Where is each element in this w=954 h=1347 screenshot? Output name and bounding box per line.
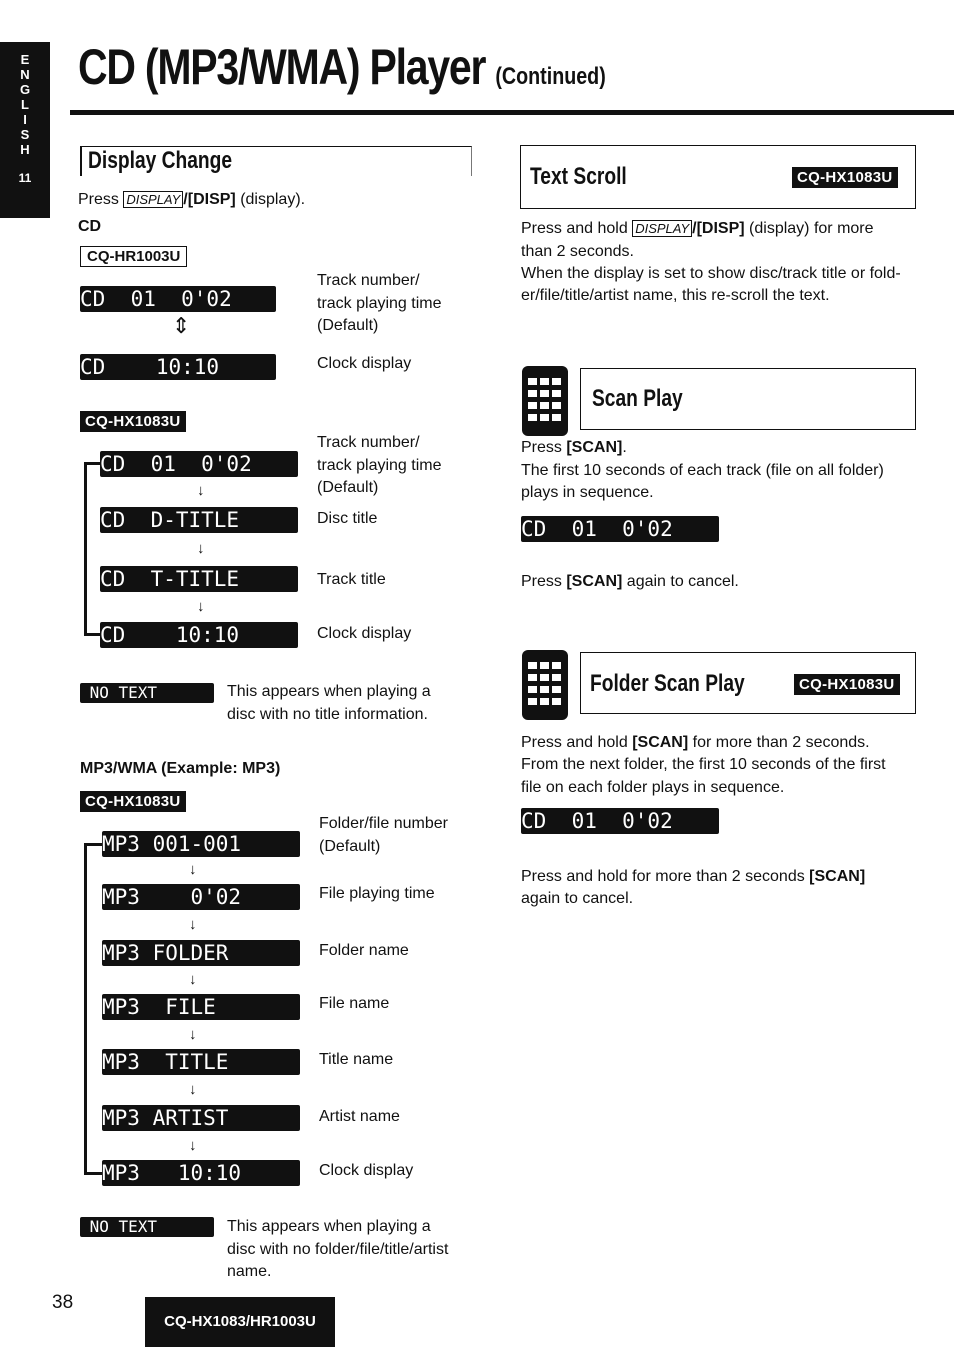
- mp3-label-time: File playing time: [319, 885, 435, 902]
- down-arrow-icon: ↓: [189, 1081, 197, 1098]
- lcd-cd-track: CD 01 0'02: [80, 286, 276, 312]
- hr-label-clock: Clock display: [317, 355, 412, 372]
- down-arrow-icon: ↓: [197, 598, 205, 615]
- footer-model-badge: CQ-HX1083/HR1003U: [145, 1297, 335, 1347]
- down-arrow-icon: ↓: [189, 1026, 197, 1043]
- lcd-hx-clock: CD 10:10: [100, 622, 298, 648]
- down-arrow-icon: ↓: [189, 861, 197, 878]
- mp3-model-badge: CQ-HX1083U: [80, 791, 186, 812]
- toggle-arrow-icon: ⇕: [172, 313, 191, 338]
- cycle-bracket-bottom: [84, 633, 100, 636]
- hr-label-track: Track number/ track playing time (Default): [317, 272, 442, 334]
- down-arrow-icon: ↓: [197, 540, 205, 557]
- mp3-bracket-top: [84, 843, 102, 846]
- folder-scan-cancel2: again to cancel.: [521, 890, 634, 907]
- display-key: DISPLAY: [123, 191, 183, 208]
- lcd-mp3-folder: MP3 FOLDER: [102, 940, 300, 966]
- display-key: DISPLAY: [632, 220, 692, 237]
- text-scroll-line1: Press and hold DISPLAY /[DISP] (display) for more: [521, 220, 874, 237]
- folder-scan-line2: From the next folder, the first 10 seconds of the first: [521, 756, 886, 773]
- down-arrow-icon: ↓: [189, 971, 197, 988]
- lcd-mp3-file: MP3 FILE: [102, 994, 300, 1020]
- scan-play-press: Press [SCAN].: [521, 439, 627, 456]
- mp3-label-folder: Folder name: [319, 942, 409, 959]
- hx-label-track: Track number/ track playing time (Default): [317, 434, 442, 496]
- lcd-scan: CD 01 0'02: [521, 516, 719, 542]
- mp3-label-title: Title name: [319, 1051, 394, 1068]
- lcd-mp3-time: MP3 0'02: [102, 884, 300, 910]
- folder-scan-model-badge: CQ-HX1083U: [794, 674, 900, 695]
- display-change-heading: Display Change: [88, 147, 233, 174]
- section-number: 11: [18, 171, 32, 185]
- down-arrow-icon: ↓: [189, 916, 197, 933]
- text-scroll-line3: When the display is set to show disc/track title or fold-: [521, 265, 901, 282]
- mp3-heading: MP3/WMA (Example: MP3): [80, 760, 281, 777]
- lcd-hx-disc-title: CD D-TITLE: [100, 507, 298, 533]
- lcd-cd-clock: CD 10:10: [80, 354, 276, 380]
- scan-play-heading: Scan Play: [592, 385, 683, 412]
- cd-label: CD: [78, 218, 102, 235]
- lcd-hx-track-title: CD T-TITLE: [100, 566, 298, 592]
- lcd-folder-scan: CD 01 0'02: [521, 808, 719, 834]
- remote-control-icon: [522, 366, 568, 436]
- lcd-no-text: NO TEXT: [80, 683, 214, 703]
- title-rule: [70, 110, 954, 115]
- mp3-label-file: File name: [319, 995, 390, 1012]
- no-text-note: This appears when playing a disc with no title information.: [227, 683, 431, 723]
- down-arrow-icon: ↓: [197, 482, 205, 499]
- lcd-mp3-title: MP3 TITLE: [102, 1049, 300, 1075]
- folder-scan-line1: Press and hold [SCAN] for more than 2 seconds.: [521, 734, 870, 751]
- hx-label-clock: Clock display: [317, 625, 412, 642]
- mp3-bracket-line: [84, 843, 87, 1175]
- folder-scan-cancel1: Press and hold for more than 2 seconds [SCAN]: [521, 868, 866, 885]
- lcd-mp3-artist: MP3 ARTIST: [102, 1105, 300, 1131]
- display-change-instruction: Press DISPLAY /[DISP] (display).: [78, 191, 306, 208]
- lcd-mp3-clock: MP3 10:10: [102, 1160, 300, 1186]
- text-scroll-heading: Text Scroll: [530, 163, 627, 190]
- hx-label-disc-title: Disc title: [317, 510, 378, 527]
- text-scroll-model-badge: CQ-HX1083U: [792, 167, 898, 188]
- text-scroll-line4: er/file/title/artist name, this re-scroll the text.: [521, 287, 830, 304]
- hx-label-track-title: Track title: [317, 571, 386, 588]
- scan-play-line2: The first 10 seconds of each track (file on all folder): [521, 462, 884, 479]
- lcd-hx-track: CD 01 0'02: [100, 451, 298, 477]
- mp3-label-number: Folder/file number (Default): [319, 815, 448, 855]
- continued-label: (Continued): [495, 63, 606, 90]
- page-number: 38: [52, 1292, 74, 1313]
- lcd-mp3-number: MP3 001-001: [102, 831, 300, 857]
- mp3-bracket-bottom: [84, 1172, 102, 1175]
- hr-model-label: CQ-HR1003U: [80, 246, 187, 267]
- scan-play-line3: plays in sequence.: [521, 484, 654, 501]
- down-arrow-icon: ↓: [189, 1137, 197, 1154]
- page-title: CD (MP3/WMA) Player (Continued): [78, 39, 606, 95]
- folder-scan-heading: Folder Scan Play: [590, 670, 745, 697]
- mp3-label-clock: Clock display: [319, 1162, 414, 1179]
- mp3-label-artist: Artist name: [319, 1108, 400, 1125]
- language-tab: [0, 42, 50, 218]
- language-letters: E N G L I S H: [19, 52, 31, 157]
- text-scroll-line2: than 2 seconds.: [521, 243, 634, 260]
- mp3-no-text-note: This appears when playing a disc with no folder/file/title/artist name.: [227, 1218, 449, 1280]
- lcd-mp3-no-text: NO TEXT: [80, 1217, 214, 1237]
- folder-scan-line3: file on each folder plays in sequence.: [521, 779, 785, 796]
- cycle-bracket-top: [84, 462, 100, 465]
- cycle-bracket-line: [84, 462, 87, 636]
- scan-play-cancel: Press [SCAN] again to cancel.: [521, 573, 739, 590]
- remote-control-icon: [522, 650, 568, 720]
- hx-model-badge: CQ-HX1083U: [80, 411, 186, 432]
